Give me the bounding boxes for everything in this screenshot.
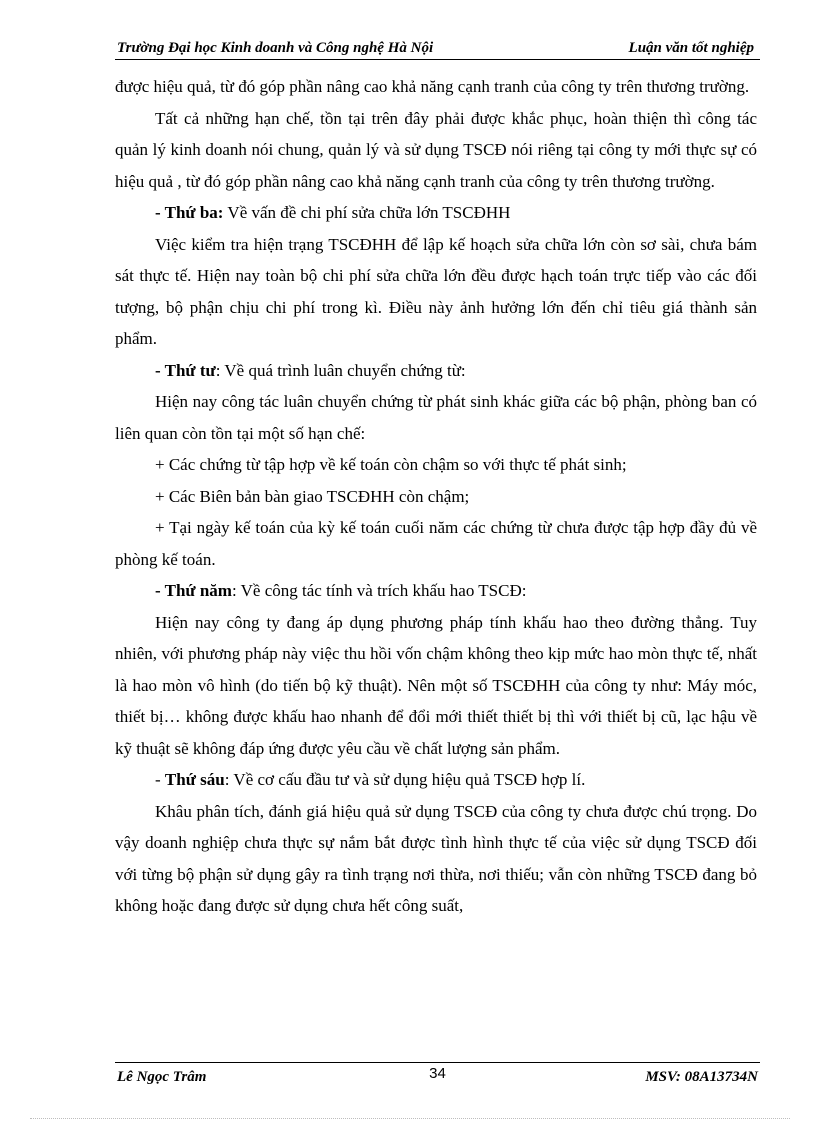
footer-author: Lê Ngọc Trâm: [117, 1069, 207, 1085]
section-heading: - Thứ sáu: Về cơ cấu đầu tư và sử dụng hiệu quả TSCĐ hợp lí.: [155, 770, 586, 789]
list-item: + Các chứng từ tập hợp về kế toán còn chậm so với thực tế phát sinh;: [155, 455, 627, 474]
section-heading: - Thứ ba: Về vấn đề chi phí sửa chữa lớn TSCĐHH: [155, 203, 511, 222]
list-item: + Tại ngày kế toán của kỳ kế toán cuối năm các chứng từ chưa được tập hợp đầy đủ về phòng kế toán.: [115, 518, 757, 569]
paragraph: Hiện nay công tác luân chuyển chứng từ phát sinh khác giữa các bộ phận, phòng ban có liên quan còn tồn tại một số hạn chế:: [115, 392, 757, 443]
header-university: Trường Đại học Kinh doanh và Công nghệ Hà Nội: [117, 40, 434, 56]
paragraph: Việc kiểm tra hiện trạng TSCĐHH để lập kế hoạch sửa chữa lớn còn sơ sài, chưa bám sát thực tế. Hiện nay toàn bộ chi phí sửa chữa lớn đều được hạch toán trực tiếp vào các đối tượng, bộ phận chịu chi phí trong kì. Điều này ảnh hưởng lớn đến chỉ tiêu giá thành sản phẩm.: [115, 234, 757, 348]
paragraph: được hiệu quả, từ đó góp phần nâng cao khả năng cạnh tranh của công ty trên thương trường.: [115, 77, 750, 96]
footer-student-id: MSV: 08A13734N: [645, 1069, 758, 1085]
body-text: [115, 71, 757, 922]
page-header: [115, 37, 760, 60]
page-edge-divider: [30, 1118, 790, 1119]
page-number: 34: [429, 1065, 446, 1082]
header-document-type: Luận văn tốt nghiệp: [628, 40, 754, 56]
section-heading: - Thứ năm: Về công tác tính và trích khấu hao TSCĐ:: [155, 581, 527, 600]
list-item: + Các Biên bản bàn giao TSCĐHH còn chậm;: [155, 486, 470, 506]
page-footer: [115, 1062, 760, 1085]
paragraph: Hiện nay công ty đang áp dụng phương pháp tính khấu hao theo đường thẳng. Tuy nhiên, với phương pháp này việc thu hồi vốn chậm không theo kịp mức hao mòn thực tế, nhất là hao mòn vô hình (do tiến bộ kỹ thuật). Nên một số TSCĐHH của công ty như: Máy móc, thiết bị… không được khấu hao nhanh để đổi mới thiết thiết bị thì với thiết bị cũ, lạc hậu về kỹ thuật sẽ không đáp ứng được yêu cầu về chất lượng sản phẩm.: [115, 612, 757, 758]
paragraph: Tất cả những hạn chế, tồn tại trên đây phải được khắc phục, hoàn thiện thì công tác quản lý kinh doanh nói chung, quản lý và sử dụng TSCĐ nói riêng tại công ty mới thực sự có hiệu quả , từ đó góp phần nâng cao khả năng cạnh tranh của công ty trên thương trường.: [115, 108, 757, 191]
section-heading: - Thứ tư: Về quá trình luân chuyển chứng từ:: [155, 360, 466, 380]
paragraph: Khâu phân tích, đánh giá hiệu quả sử dụng TSCĐ của công ty chưa được chú trọng. Do vậy doanh nghiệp chưa thực sự nắm bắt được tình hình thực tế của việc sử dụng TSCĐ đối với từng bộ phận sử dụng gây ra tình trạng nơi thừa, nơi thiếu; vẫn còn những TSCĐ đang bỏ không hoặc đang được sử dụng chưa hết công suất,: [115, 801, 757, 915]
